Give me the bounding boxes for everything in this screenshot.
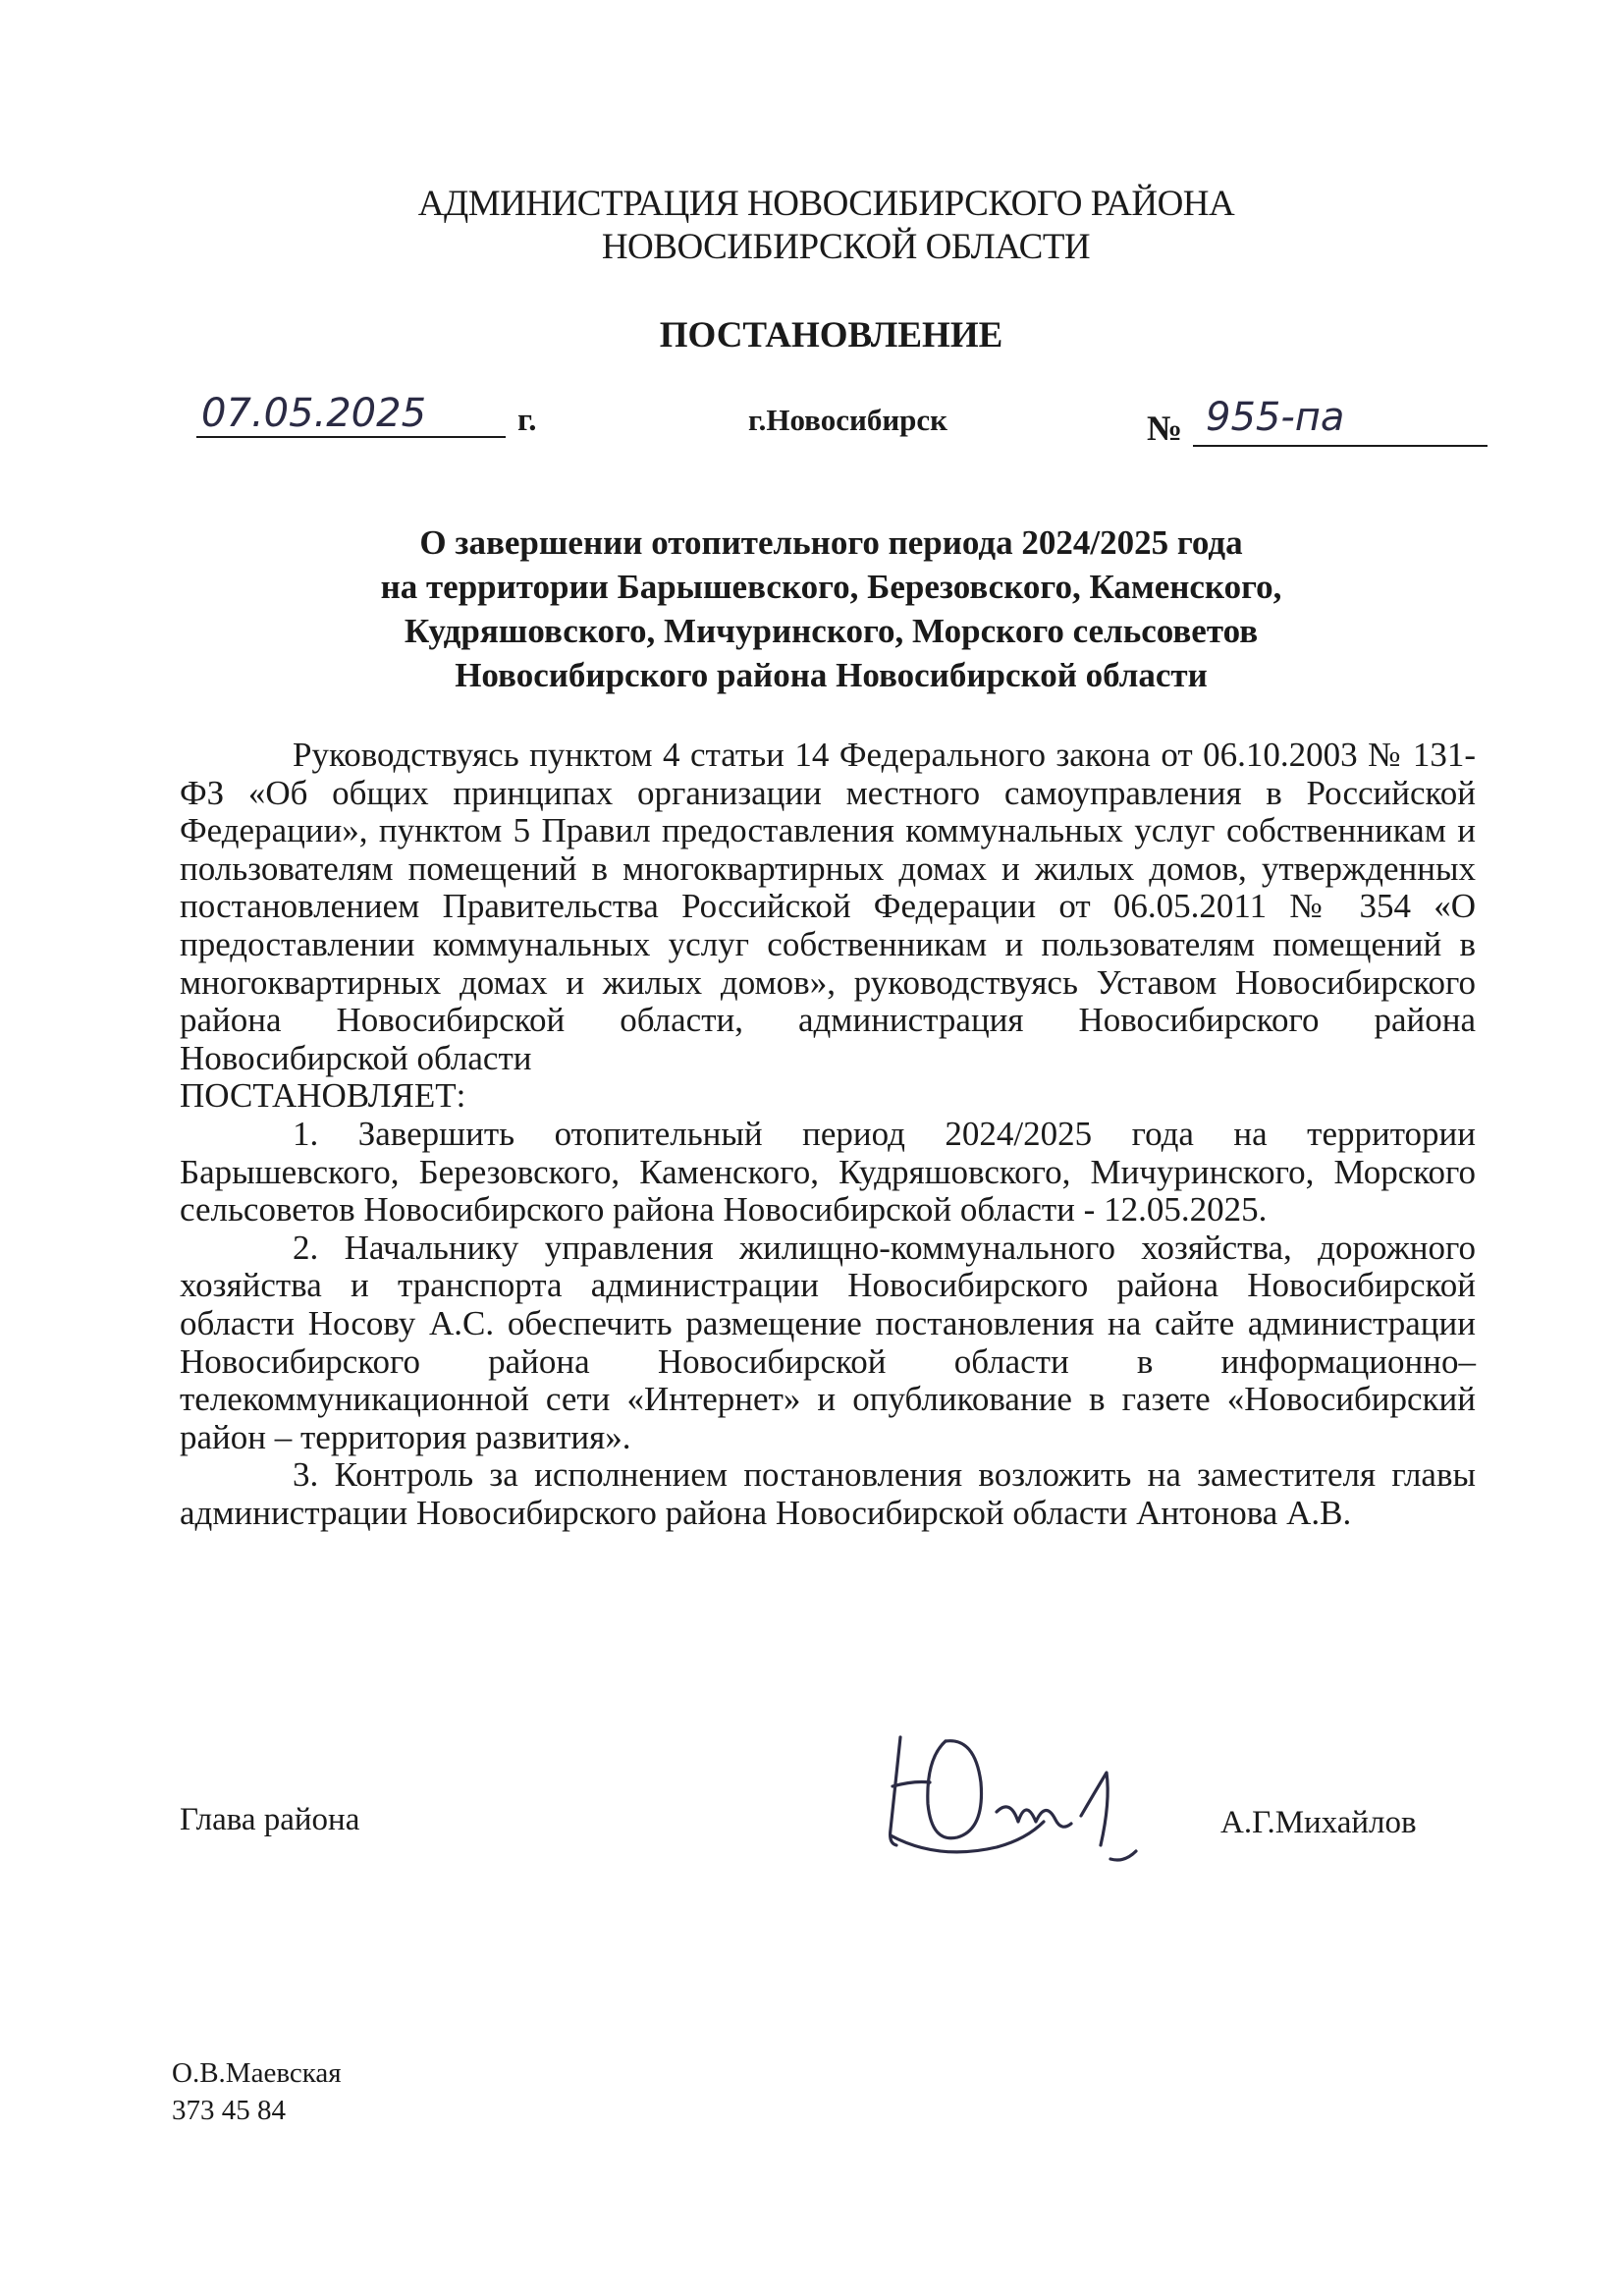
item-3-paragraph: 3. Контроль за исполнением постановления возложить на заместителя главы администрации Новосибирского района Новосибирской области Антонова А.В. — [180, 1455, 1476, 1532]
item-1-paragraph: 1. Завершить отопительный период 2024/2025 года на территории Барышевского, Березовского, Каменского, Кудряшовского, Мичуринского, Морского сельсоветов Новосибирского района Новосибирской области - 12.05.2025. — [180, 1114, 1476, 1230]
number-underline — [1193, 445, 1488, 447]
city-label: г.Новосибирск — [748, 403, 948, 437]
title-line-3: Кудряшовского, Мичуринского, Морского сельсоветов — [404, 612, 1259, 650]
signer-name: А.Г.Михайлов — [1220, 1805, 1417, 1840]
item-2-paragraph: 2. Начальнику управления жилищно-коммунального хозяйства, дорожного хозяйства и транспорта администрации Новосибирского района Новосибирской области Носову А.С. обеспечить размещение постановления на сайте администрации Новосибирского района Новосибирской области в информационно–телекоммуникационной сети «Интернет» и опубликование в газете «Новосибирский район – территория развития». — [180, 1228, 1476, 1456]
title-line-1: О завершении отопительного периода 2024/2025 года — [419, 523, 1243, 562]
org-name-line-1: АДМИНИСТРАЦИЯ НОВОСИБИРСКОГО РАЙОНА — [417, 184, 1235, 224]
date-year-suffix: г. — [517, 403, 537, 438]
title-line-4: Новосибирского района Новосибирской области — [455, 656, 1208, 694]
number-label: № — [1147, 409, 1183, 448]
document-type-heading: ПОСТАНОВЛЕНИЕ — [659, 315, 1003, 355]
org-name-line-2: НОВОСИБИРСКОЙ ОБЛАСТИ — [601, 227, 1091, 267]
decree-word: ПОСТАНОВЛЯЕТ: — [180, 1076, 466, 1116]
handwritten-signature — [879, 1714, 1173, 1876]
number-handwritten: 955-па — [1206, 395, 1345, 440]
date-underline — [196, 436, 506, 438]
executor-name: О.В.Маевская — [172, 2057, 342, 2089]
title-line-2: на территории Барышевского, Березовского, Каменского, — [380, 568, 1282, 606]
executor-phone: 373 45 84 — [172, 2095, 286, 2126]
document-body — [180, 737, 1476, 1532]
date-handwritten: 07.05.2025 — [201, 391, 427, 436]
preamble-paragraph: Руководствуясь пунктом 4 статьи 14 Федерального закона от 06.10.2003 № 131-ФЗ «Об общих принципах организации местного самоуправления в Российской Федерации», пунктом 5 Правил предоставления коммунальных услуг собственникам и пользователям помещений в многоквартирных домах и жилых домов, утвержденных постановлением Правительства Российской Федерации от 06.05.2011 № 354 «О предоставлении коммунальных услуг собственникам и пользователям помещений в многоквартирных домах и жилых домов», руководствуясь Уставом Новосибирского района Новосибирской области, администрация Новосибирского района Новосибирской области — [180, 736, 1476, 1077]
signer-position: Глава района — [180, 1802, 360, 1837]
